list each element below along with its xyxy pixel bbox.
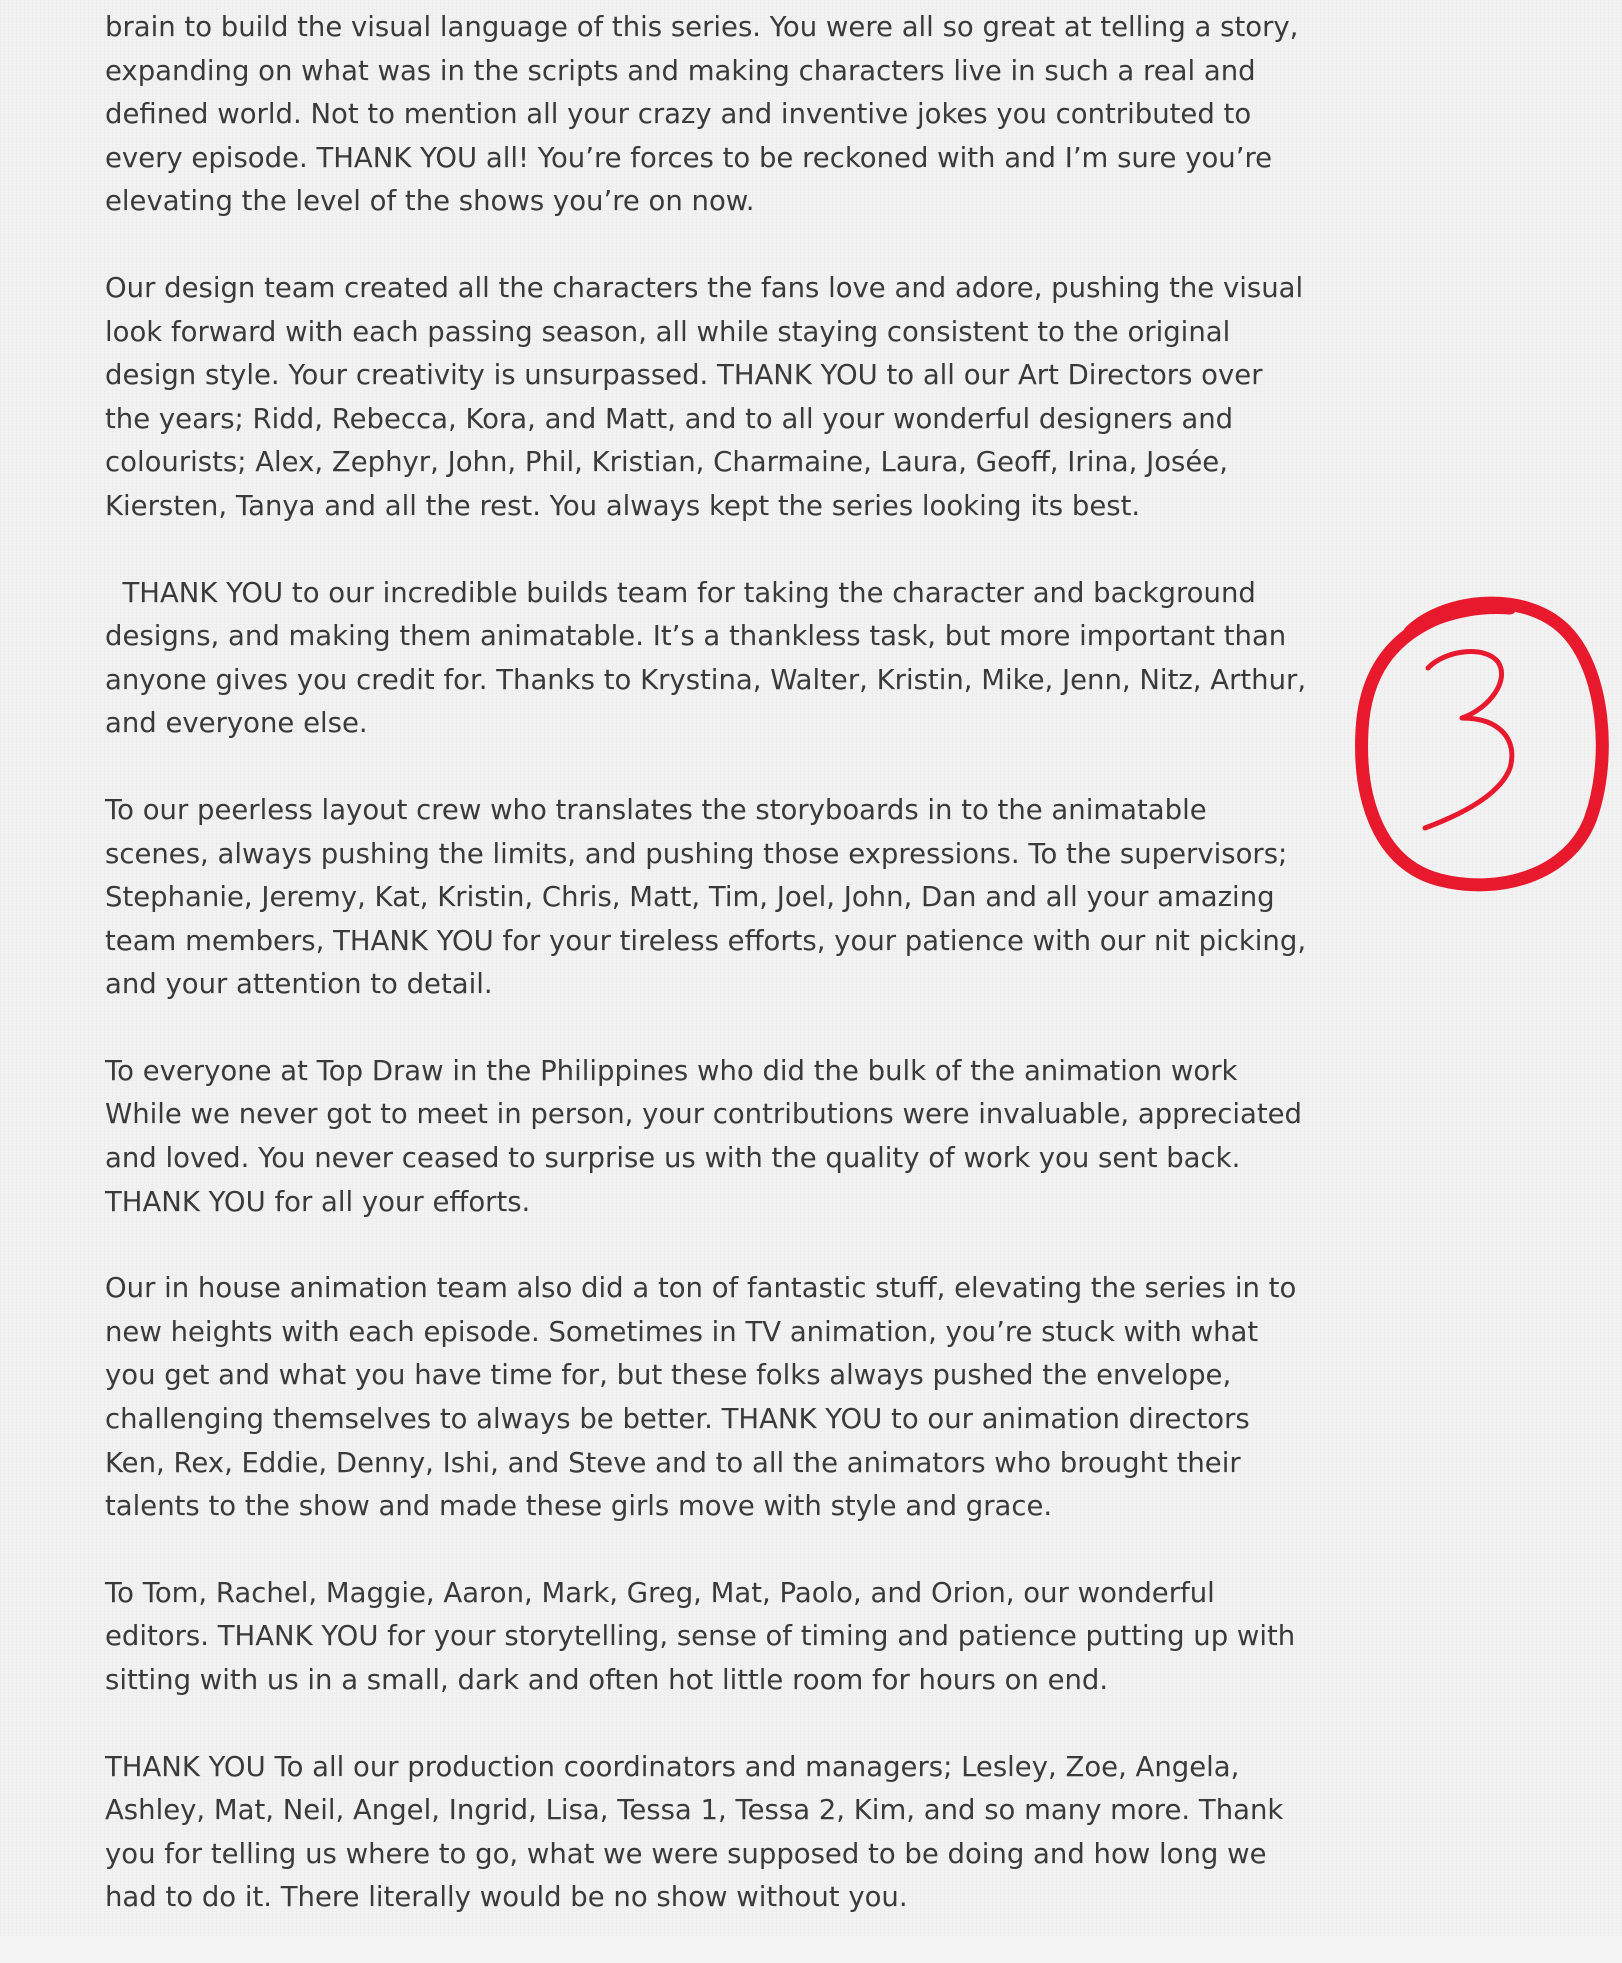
handwritten-page-number-annotation <box>1350 590 1620 900</box>
text-line: sitting with us in a small, dark and often hot little room for hours on end. <box>105 1664 1109 1696</box>
text-line: look forward with each passing season, all while staying consistent to the original <box>105 315 1231 348</box>
text-line: colourists; Alex, Zephyr, John, Phil, Kristian, Charmaine, Laura, Geoff, Irina, Josée, <box>105 446 1228 479</box>
text-line: While we never got to meet in person, your contributions were invaluable, appreciated <box>105 1098 1303 1131</box>
text-line: team members, THANK YOU for your tireless efforts, your patience with our nit picking, <box>105 924 1307 957</box>
text-line: you for telling us where to go, what we were supposed to be doing and how long we <box>105 1837 1267 1870</box>
text-line: To Tom, Rachel, Maggie, Aaron, Mark, Greg, Mat, Paolo, and Orion, our wonderful <box>105 1576 1215 1609</box>
text-line: scenes, always pushing the limits, and pushing those expressions. To the supervisors; <box>105 837 1288 870</box>
paragraph-production <box>105 1746 1335 1920</box>
text-line: challenging themselves to always be better. THANK YOU to our animation directors <box>105 1403 1250 1436</box>
text-line: To everyone at Top Draw in the Philippines who did the bulk of the animation work <box>105 1054 1238 1087</box>
text-line: Our in house animation team also did a ton of fantastic stuff, elevating the series in to <box>105 1272 1297 1305</box>
text-line: new heights with each episode. Sometimes in TV animation, you’re stuck with what <box>105 1315 1259 1348</box>
text-line: Kiersten, Tanya and all the rest. You always kept the series looking its best. <box>105 489 1141 522</box>
text-line: Stephanie, Jeremy, Kat, Kristin, Chris, Matt, Tim, Joel, John, Dan and all your amazing <box>105 881 1275 914</box>
letter-body <box>105 6 1335 1963</box>
text-line: editors. THANK YOU for your storytelling, sense of timing and patience putting up with <box>105 1620 1296 1653</box>
paragraph-layout-crew <box>105 789 1335 1007</box>
text-line: anyone gives you credit for. Thanks to Krystina, Walter, Kristin, Mike, Jenn, Nitz, Arthur, <box>105 663 1307 696</box>
annotation-numeral-3 <box>1425 652 1512 828</box>
text-line: and your attention to detail. <box>105 968 493 1001</box>
text-line: defined world. Not to mention all your crazy and inventive jokes you contributed to <box>105 98 1252 131</box>
text-line: Our design team created all the characters the fans love and adore, pushing the visual <box>105 271 1304 304</box>
text-line: To our peerless layout crew who translates the storyboards in to the animatable <box>105 793 1207 826</box>
annotation-circle <box>1362 603 1603 885</box>
text-line: THANK YOU to our incredible builds team for taking the character and background <box>105 576 1256 609</box>
text-line: the years; Ridd, Rebecca, Kora, and Matt, and to all your wonderful designers and <box>105 402 1234 435</box>
text-line: design style. Your creativity is unsurpassed. THANK YOU to all our Art Directors over <box>105 359 1263 392</box>
text-line: and everyone else. <box>105 707 368 740</box>
paragraph-builds-team <box>105 572 1335 746</box>
paragraph-editors <box>105 1572 1335 1703</box>
text-line: had to do it. There literally would be no show without you. <box>105 1881 908 1914</box>
paragraph-animation-team <box>105 1267 1335 1529</box>
text-line: Ken, Rex, Eddie, Denny, Ishi, and Steve and to all the animators who brought their <box>105 1446 1241 1479</box>
text-line: elevating the level of the shows you’re on now. <box>105 185 755 218</box>
text-line: brain to build the visual language of this series. You were all so great at telling a story, <box>105 11 1299 43</box>
text-line: THANK YOU for all your efforts. <box>105 1185 531 1218</box>
text-line: expanding on what was in the scripts and making characters live in such a real and <box>105 54 1256 87</box>
text-line: talents to the show and made these girls move with style and grace. <box>105 1490 1053 1523</box>
text-line: designs, and making them animatable. It’s a thankless task, but more important than <box>105 620 1287 653</box>
text-line: THANK YOU To all our production coordinators and managers; Lesley, Zoe, Angela, <box>105 1750 1240 1783</box>
text-line: every episode. THANK YOU all! You’re forces to be reckoned with and I’m sure you’re <box>105 141 1273 174</box>
text-line: Ashley, Mat, Neil, Angel, Ingrid, Lisa, Tessa 1, Tessa 2, Kim, and so many more. Thank <box>105 1794 1284 1827</box>
paragraph-writers <box>105 6 1335 224</box>
paragraph-design-team <box>105 267 1335 529</box>
paragraph-top-draw <box>105 1050 1335 1224</box>
text-line: you get and what you have time for, but these folks always pushed the envelope, <box>105 1359 1232 1392</box>
text-line: and loved. You never ceased to surprise us with the quality of work you sent back. <box>105 1142 1241 1175</box>
